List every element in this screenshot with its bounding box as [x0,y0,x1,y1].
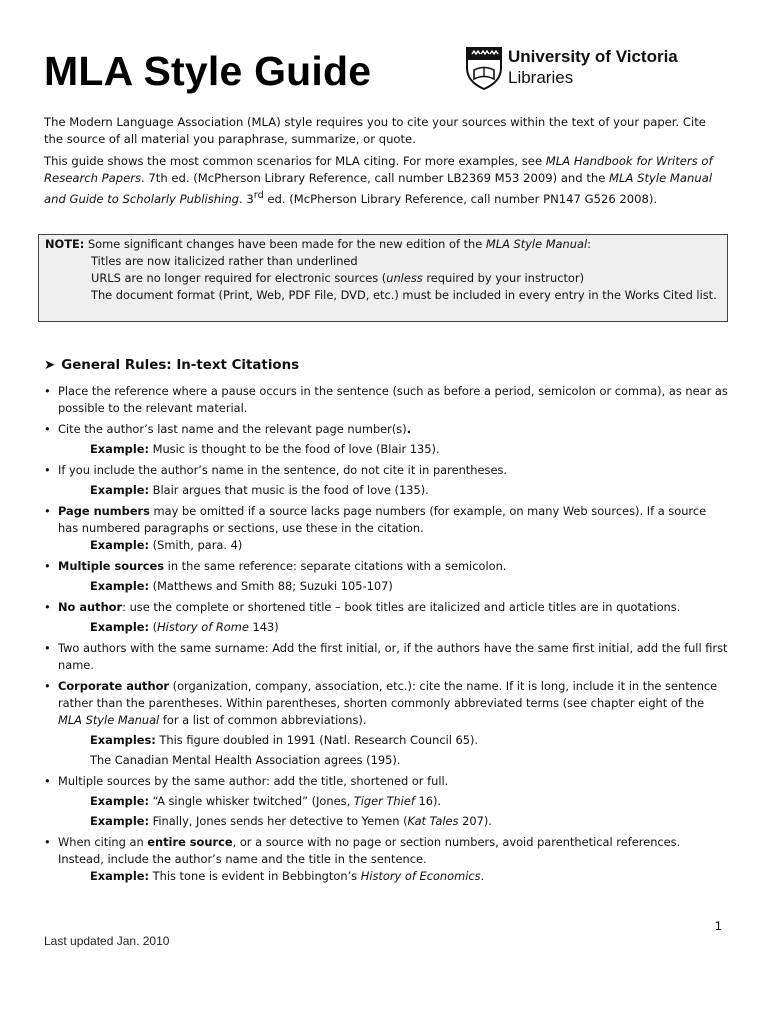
list-item: • Multiple sources by the same author: add the title, shortened or full. Example: “A single whisker twitched” (Jones, Tiger Thief 16). Example: Finally, Jones sends her detective to Yemen (Kat Tales 207). [44,773,728,830]
rules-list [44,383,728,889]
bullet-icon: • [44,641,51,655]
list-item: • Cite the author’s last name and the relevant page number(s). Example: Music is thought to be the food of love (Blair 135). [44,421,728,458]
example-line: Example: “A single whisker twitched” (Jones, Tiger Thief 16). [90,794,442,808]
note-lead: NOTE: Some significant changes have been made for the new edition of the MLA Style Manual: [45,237,591,251]
bullet-icon: • [44,600,51,614]
example-line: Example: (Smith, para. 4) [90,538,243,552]
logo-libraries: Libraries [508,68,574,87]
note-item: The document format (Print, Web, PDF File, DVD, etc.) must be included in every entry in the Works Cited list. [91,288,717,302]
page-title: MLA Style Guide [44,48,372,94]
example-line: Examples: This figure doubled in 1991 (Natl. Research Council 65). [90,733,479,747]
handbook-title: MLA Handbook for Writers of Research Papers [44,154,713,185]
bullet-icon: • [44,463,51,477]
list-item: • Two authors with the same surname: Add the first initial, or, if the authors have the same first initial, add the full first name. [44,641,728,672]
section-title: General Rules: In-text Citations [61,358,300,373]
example-line: Example: Finally, Jones sends her detective to Yemen (Kat Tales 207). [90,814,492,828]
bullet-icon: • [44,774,51,788]
list-item: • Place the reference where a pause occurs in the sentence (such as before a period, semicolon or comma), as near as possible to the relevant material. [44,384,728,415]
list-item: • Corporate author (organization, company, association, etc.): cite the name. If it is long, include it in the sentence rather than the parentheses. Within parentheses, shorten commonly abbreviated terms (see chapter eight of the MLA Style Manual for a list of common abbreviations). Examples: This figure doubled in 1991 (Natl. Research Council 65). The Canadian Mental Health Association agrees (195). [44,678,728,769]
note-item: URLS are no longer required for electronic sources (unless required by your instructor) [91,271,585,285]
section-heading [44,358,299,373]
intro-paragraph-2: This guide shows the most common scenarios for MLA citing. For more examples, see MLA Handbook for Writers of Research Papers. 7th ed. (McPherson Library Reference, call number LB2369 M53 2009) and the MLA Style Manual and Guide to Scholarly Publishing. 3rd ed. (McPherson Library Reference, call number PN147 G526 2008). [44,154,713,206]
list-item: • Page numbers may be omitted if a source lacks page numbers (for example, on many Web sources). If a source has numbered paragraphs or sections, use these in the citation. Example: (Smith, para. 4) [44,503,728,554]
style-manual-title: MLA Style Manual and Guide to Scholarly Publishing [44,171,713,206]
university-logo [465,46,680,92]
note-box [38,234,728,322]
note-label: NOTE: [45,237,85,251]
example-line: Example: (Matthews and Smith 88; Suzuki 105-107) [90,579,393,593]
example-line: Example: Blair argues that music is the food of love (135). [90,483,429,497]
example-line: Example: This tone is evident in Bebbington’s History of Economics. [90,869,485,883]
footer-updated: Last updated Jan. 2010 [44,934,170,948]
list-item: • When citing an entire source, or a source with no page or section numbers, avoid parenthetical references. Instead, include the author’s name and the title in the sentence. Example: This tone is evident in Bebbington’s History of Economics. [44,834,728,885]
arrow-right-icon: ➤ [44,358,56,373]
list-item: • If you include the author’s name in the sentence, do not cite it in parentheses. Example: Blair argues that music is the food of love (135). [44,462,728,499]
logo-university-name: University of Victoria [508,47,678,66]
example-line: Example: Music is thought to be the food of love (Blair 135). [90,442,440,456]
page-number: 1 [714,919,722,933]
crest-icon [465,46,503,90]
list-item: • No author: use the complete or shortened title – book titles are italicized and article titles are in quotations. Example: (History of Rome 143) [44,599,728,636]
intro-paragraph-1: The Modern Language Association (MLA) style requires you to cite your sources within the text of your paper. Cite the source of all material you paraphrase, summarize, or quote. [44,115,706,146]
bullet-icon: • [44,679,51,693]
note-item: Titles are now italicized rather than underlined [91,254,358,268]
bullet-icon: • [44,384,51,398]
bullet-icon: • [44,835,51,849]
example-line: Example: (History of Rome 143) [90,620,279,634]
bullet-icon: • [44,559,51,573]
bullet-icon: • [44,504,51,518]
bullet-icon: • [44,422,51,436]
list-item: • Multiple sources in the same reference: separate citations with a semicolon. Example: (Matthews and Smith 88; Suzuki 105-107) [44,558,728,595]
example-line: The Canadian Mental Health Association agrees (195). [90,753,401,767]
